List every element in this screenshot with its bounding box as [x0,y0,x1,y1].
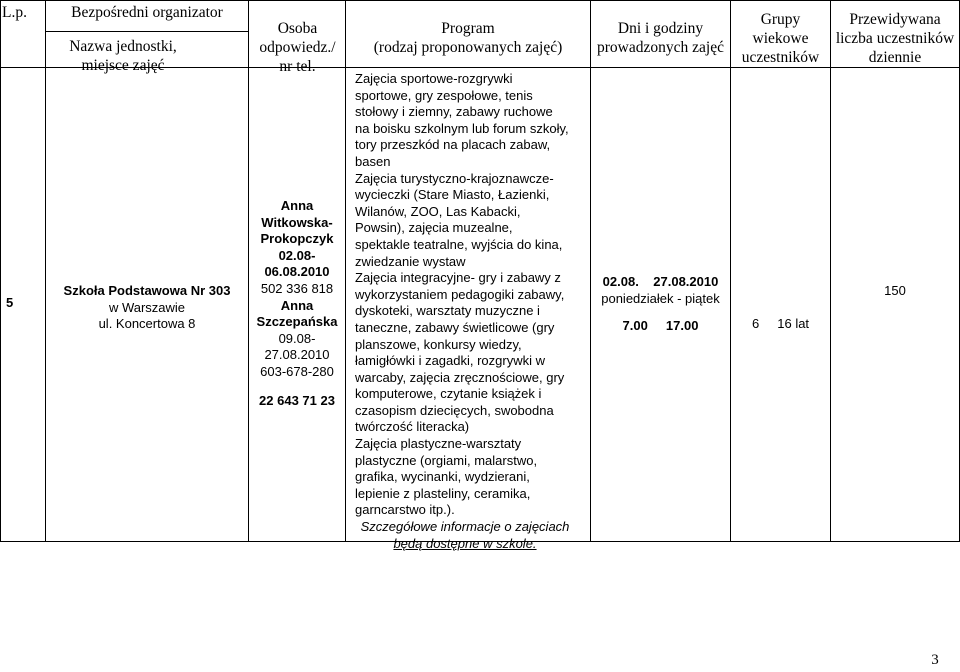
program-line: warcaby, zajęcia zręcznościowe, gry [355,369,565,385]
program-line: wykorzystaniem pedagogiki zabawy, [355,286,565,302]
program-note: Szczegółowe informacje o zajęciach będą dostępne w szkole. [360,519,570,551]
program-line: Zajęcia sportowe-rozgrywki [355,71,513,86]
program-line: spektakle teatralne, wyjścia do kina, [355,236,563,252]
program-line: zwiedzanie wystaw [355,253,466,269]
column-divider-3 [590,0,591,542]
program-line: wycieczki (Stare Miasto, Łazienki, [355,187,550,203]
table-border-left [0,0,1,542]
program-line: lepienie z plasteliny, ceramika, [355,485,531,501]
organizer-subheader-divider [45,31,248,32]
header-age-groups: Grupy wiekowe uczestników [741,11,820,66]
header-expected-count: Przewidywana liczba uczestników dziennie [835,11,955,66]
program-line: grafika, wycinanki, wydzierani, [355,469,530,485]
program-line: Powsin), zajęcia muzealne, [355,220,513,236]
header-lp: L.p. [2,4,27,21]
header-organizer-group: Bezpośredni organizator [71,4,223,21]
program-line: stołowy i ziemny, zabawy ruchowe [355,104,553,120]
column-divider-2 [345,0,346,542]
program-description [355,71,589,519]
program-line: komputerowe, czytanie książek i [355,386,542,402]
header-person: Osoba odpowiedz./ nr tel. [259,20,336,75]
page-number: 3 [931,652,939,668]
program-line: tory przeszkód na placach zabaw, [355,137,551,153]
program-line: na boisku szkolnym lub forum szkoły, [355,120,569,136]
program-line: planszowe, konkursy wiedzy, [355,336,522,352]
column-divider-1 [45,0,46,542]
program-line: Zajęcia turystyczno-krajoznawcze- [355,170,554,186]
program-line: basen [355,153,391,169]
row-unit: Szkoła Podstawowa Nr 303 w Warszawie ul. Koncertowa 8 [63,283,231,332]
row-age-groups: 6 16 lat [751,316,810,331]
program-line: sportowe, gry zespołowe, tenis [355,87,533,103]
column-divider-4 [730,0,731,542]
row-program [355,71,589,552]
program-line: taneczne, zabawy świetlicowe (gry [355,319,555,335]
column-divider-5 [830,0,831,542]
program-line: czasopism dziecięcych, swobodna [355,402,554,418]
program-line: Wilanów, ZOO, Las Kabacki, [355,203,521,219]
row-days-hours: 02.08. 27.08.2010 poniedziałek - piątek 7.00 17.00 [601,274,720,334]
program-line: plastyczne (orgiami, malarstwo, [355,452,538,468]
program-line: Zajęcia integracyjne- gry i zabawy z [355,270,561,286]
program-line: łamigłówki i zagadki, rozgrywki w [355,353,545,369]
header-program: Program (rodzaj proponowanych zajęć) [373,20,563,56]
header-unit-name: Nazwa jednostki, miejsce zajęć [69,38,177,74]
program-line: Zajęcia plastyczne-warsztaty [355,436,522,452]
row-expected-count: 150 [884,283,906,298]
program-line: twórczość literacka) [355,419,470,435]
row-responsible-persons: Anna Witkowska- Prokopczyk 02.08- 06.08.2010 502 336 818 Anna Szczepańska 09.08- 27.08.2010 603-678-280 22 643 71 23 [256,198,338,408]
row-lp: 5 [6,295,14,310]
program-line: garncarstwo itp.). [355,502,455,518]
program-line: dyskoteki, warsztaty muzyczne i [355,303,540,319]
header-days-hours: Dni i godziny prowadzonych zajęć [597,20,724,56]
table-border-top [0,0,960,1]
